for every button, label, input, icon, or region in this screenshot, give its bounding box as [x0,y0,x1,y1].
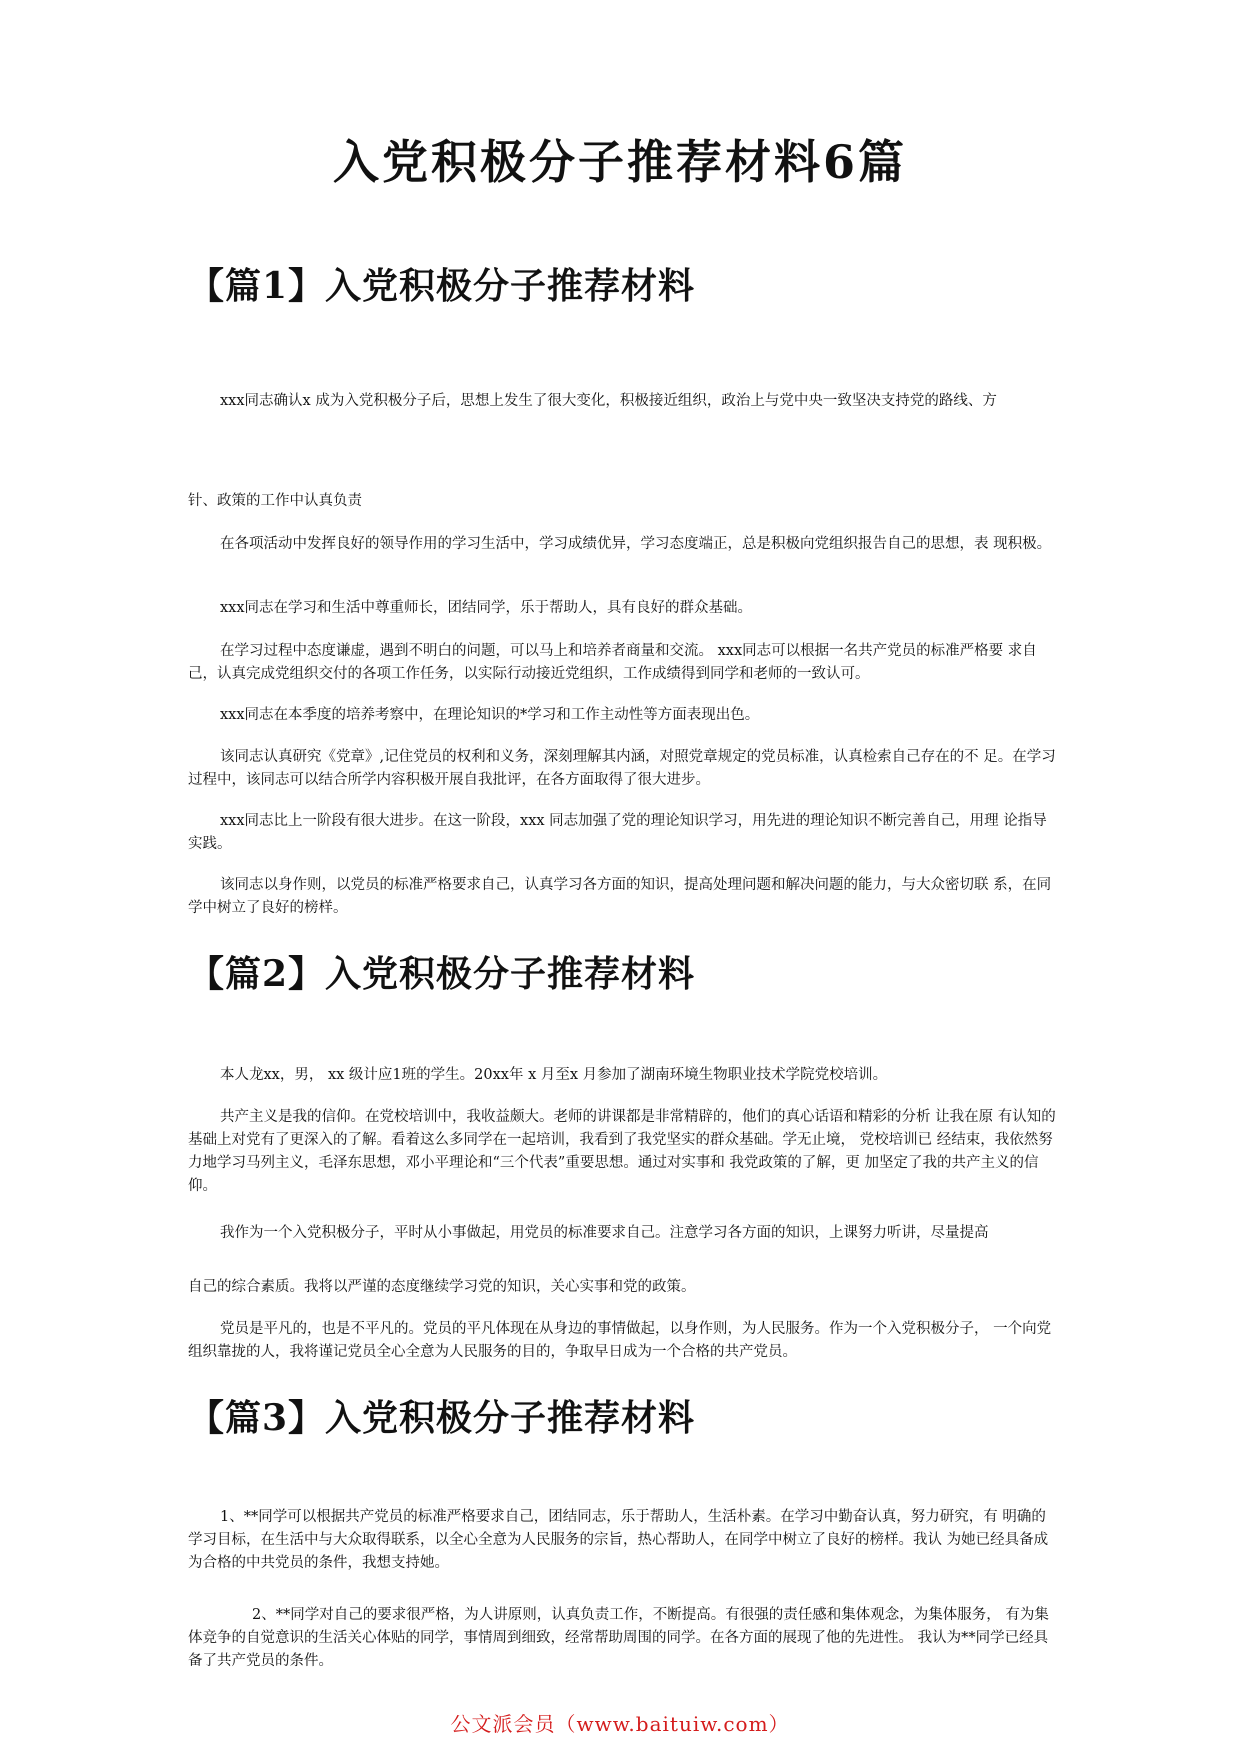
section-heading-3: 【篇3】入党积极分子推荐材料 [188,1397,696,1439]
section-heading-2: 【篇2】入党积极分子推荐材料 [188,953,696,995]
paragraph: 针、政策的工作中认真负责 [188,493,362,509]
paragraph: 该同志以身作则，以党员的标准严格要求自己，认真学习各方面的知识，提高处理问题和解决问题的能力，与大众密切联 系，在同学中树立了良好的榜样。 [188,877,1052,916]
paragraph: 在学习过程中态度谦虚，遇到不明白的问题，可以马上和培养者商量和交流。 xxx同志可以根据一名共产党员的标准严格要 求自己，认真完成党组织交付的各项工作任务，以实际行动接近党组织，工作成绩得到同学和老师的一致认可。 [188,643,1037,682]
paragraph: xxx同志在本季度的培养考察中，在理论知识的*学习和工作主动性等方面表现出色。 [220,707,760,723]
paragraph: 1、**同学可以根据共产党员的标准严格要求自己，团结同志，乐于帮助人，生活朴素。在学习中勤奋认真，努力研究，有 明确的学习目标，在生活中与大众取得联系，以全心全意为人民服务的宗旨，热心帮助人，在同学中树立了良好的榜样。我认 为她已经具备成为合格的中共党员的条件，我想支持她。 [188,1509,1049,1571]
paragraph: xxx同志比上一阶段有很大进步。在这一阶段，xxx 同志加强了党的理论知识学习，用先进的理论知识不断完善自己，用理 论指导实践。 [188,813,1047,852]
paragraph: xxx同志确认x 成为入党积极分子后，思想上发生了很大变化，积极接近组织，政治上与党中央一致坚决支持党的路线、方 [220,393,997,409]
section-heading-1: 【篇1】入党积极分子推荐材料 [188,265,696,307]
footer-watermark: 公文派会员（www.baituiw.com） [450,1712,790,1736]
paragraph: 共产主义是我的信仰。在党校培训中，我收益颇大。老师的讲课都是非常精辟的，他们的真心话语和精彩的分析 让我在原 有认知的基础上对党有了更深入的了解。看着这么多同学在一起培训，我看到了我党坚实的群众基础。学无止境， 党校培训已 经结束，我依然努力地学习马列主义，毛泽东思想，邓小平理论和“三个代表”重要思想。通过对实事和 我党政策的了解，更 加坚定了我的共产主义的信仰。 [188,1109,1056,1194]
paragraph: 我作为一个入党积极分子，平时从小事做起，用党员的标准要求自己。注意学习各方面的知识，上课努力听讲，尽量提高 [220,1225,989,1241]
paragraph: xxx同志在学习和生活中尊重师长，团结同学，乐于帮助人，具有良好的群众基础。 [220,600,753,616]
paragraph: 2、**同学对自己的要求很严格，为人讲原则，认真负责工作，不断提高。有很强的责任感和集体观念，为集体服务， 有为集体竞争的自觉意识的生活关心体贴的同学，事情周到细致，经常帮助周围的同学。在各方面的展现了他的先进性。 我认为**同学已经具备了共产党员的条件。 [188,1607,1049,1669]
page-title: 入党积极分子推荐材料6篇 [332,135,907,189]
paragraph: 该同志认真研究《党章》,记住党员的权利和义务，深刻理解其内涵，对照党章规定的党员标准，认真检索自己存在的不 足。在学习过程中，该同志可以结合所学内容积极开展自我批评，在各方面取得了很大进步。 [188,749,1056,788]
paragraph: 在各项活动中发挥良好的领导作用的学习生活中，学习成绩优异，学习态度端正，总是积极向党组织报告自己的思想，表 现积极。 [220,536,1052,552]
paragraph: 党员是平凡的，也是不平凡的。党员的平凡体现在从身边的事情做起，以身作则，为人民服务。作为一个入党积极分子， 一个向党组织靠拢的人，我将谨记党员全心全意为人民服务的目的，争取早日成为一个合格的共产党员。 [188,1321,1052,1360]
paragraph: 自己的综合素质。我将以严谨的态度继续学习党的知识，关心实事和党的政策。 [188,1279,696,1295]
paragraph: 本人龙xx，男， xx 级计应1班的学生。20xx年 x 月至x 月参加了湖南环境生物职业技术学院党校培训。 [220,1067,888,1083]
